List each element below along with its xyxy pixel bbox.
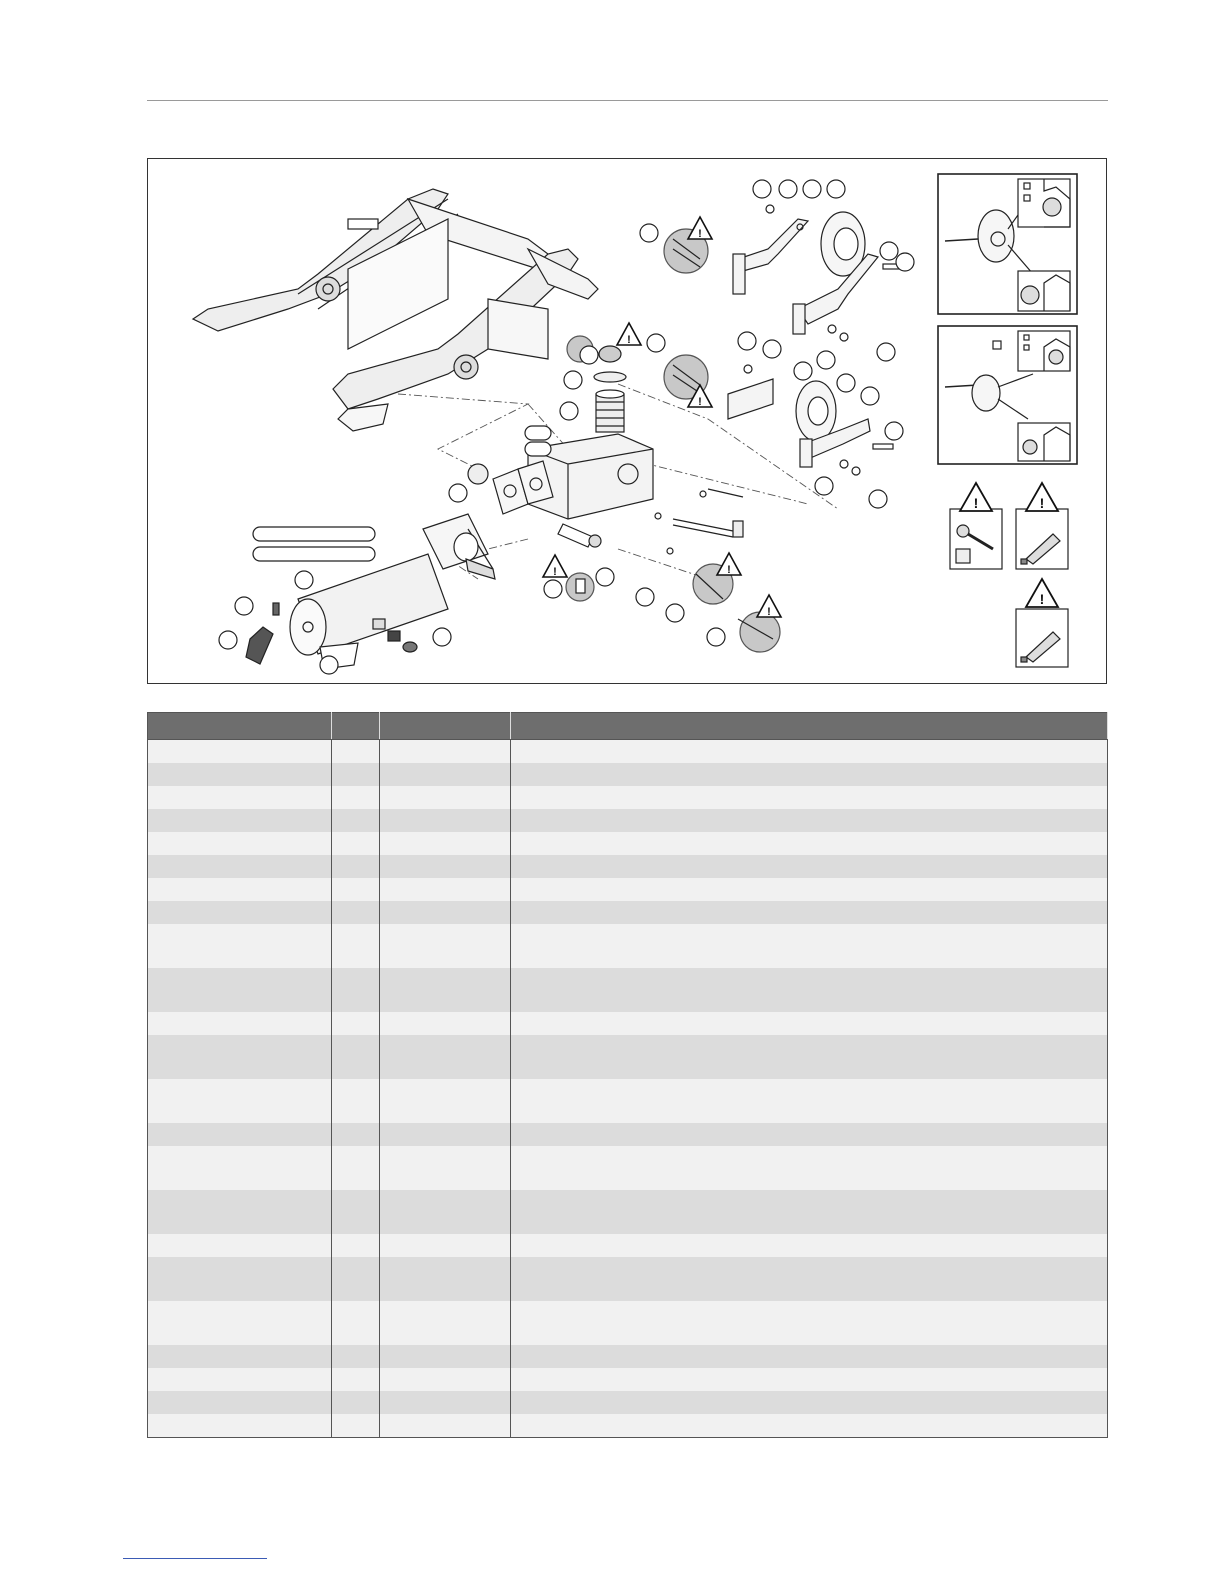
- table-cell: [511, 1123, 1108, 1146]
- table-cell: [511, 1301, 1108, 1345]
- table-cell: [332, 1414, 380, 1438]
- table-cell: [148, 1257, 332, 1301]
- table-cell: [332, 763, 380, 786]
- table-row: [148, 763, 1108, 786]
- exploded-parts-diagram: [147, 158, 1107, 684]
- table-cell: [332, 1146, 380, 1190]
- footer-link-underline: [123, 1558, 267, 1559]
- svg-text:!: !: [1039, 495, 1045, 511]
- table-cell: [511, 740, 1108, 764]
- caster-upper: [733, 205, 901, 334]
- table-row: [148, 1414, 1108, 1438]
- table-cell: [332, 832, 380, 855]
- table-cell: [380, 1345, 511, 1368]
- table-cell: [148, 1414, 332, 1438]
- parts-table: [147, 712, 1108, 1438]
- table-cell: [380, 901, 511, 924]
- table-row: [148, 855, 1108, 878]
- table-cell: [148, 855, 332, 878]
- table-row: [148, 1035, 1108, 1079]
- table-cell: [148, 1012, 332, 1035]
- table-cell: [380, 1190, 511, 1234]
- table-cell: [380, 1234, 511, 1257]
- table-cell: [380, 878, 511, 901]
- table-cell: [148, 1301, 332, 1345]
- table-cell: [511, 763, 1108, 786]
- table-cell: [380, 1391, 511, 1414]
- label-box-2: [253, 547, 375, 561]
- table-cell: [332, 1012, 380, 1035]
- table-cell: [511, 786, 1108, 809]
- table-cell: [148, 1391, 332, 1414]
- nut-part: [388, 631, 400, 641]
- table-cell: [380, 924, 511, 968]
- col-header-3: [380, 713, 511, 740]
- label-box-1: [253, 527, 375, 541]
- col-header-2: [332, 713, 380, 740]
- table-cell: [511, 1146, 1108, 1190]
- svg-text:!: !: [553, 566, 557, 578]
- col-header-4: [511, 713, 1108, 740]
- table-cell: [511, 1414, 1108, 1438]
- table-cell: [511, 1368, 1108, 1391]
- table-header: [148, 713, 1108, 740]
- table-body: [148, 740, 1108, 1438]
- table-row: [148, 901, 1108, 924]
- table-cell: [148, 1345, 332, 1368]
- table-cell: [380, 1257, 511, 1301]
- svg-text:!: !: [698, 228, 702, 240]
- table-cell: [332, 1035, 380, 1079]
- table-cell: [511, 832, 1108, 855]
- adhesive-tube-icon: [1016, 509, 1068, 569]
- table-cell: [511, 878, 1108, 901]
- spring-stack: [594, 346, 626, 432]
- table-row: [148, 1234, 1108, 1257]
- table-row: [148, 924, 1108, 968]
- table-cell: [332, 786, 380, 809]
- table-cell: [511, 924, 1108, 968]
- table-cell: [511, 809, 1108, 832]
- svg-text:!: !: [767, 606, 771, 618]
- table-row: [148, 968, 1108, 1012]
- table-row: [148, 1012, 1108, 1035]
- table-cell: [380, 786, 511, 809]
- table-cell: [148, 878, 332, 901]
- gear-housing: [468, 434, 653, 519]
- table-row: [148, 1301, 1108, 1345]
- table-cell: [332, 901, 380, 924]
- table-cell: [332, 740, 380, 764]
- table-cell: [380, 968, 511, 1012]
- table-cell: [148, 763, 332, 786]
- table-row: [148, 1123, 1108, 1146]
- table-cell: [511, 968, 1108, 1012]
- svg-text:!: !: [727, 564, 731, 576]
- table-cell: [380, 1414, 511, 1438]
- table-cell: [511, 1079, 1108, 1123]
- table-cell: [511, 1257, 1108, 1301]
- table-cell: [511, 1391, 1108, 1414]
- table-cell: [332, 1345, 380, 1368]
- table-cell: [332, 809, 380, 832]
- table-cell: [511, 1012, 1108, 1035]
- table-row: [148, 1190, 1108, 1234]
- table-row: [148, 832, 1108, 855]
- header-rule: [147, 100, 1108, 101]
- table-cell: [380, 740, 511, 764]
- table-cell: [511, 1190, 1108, 1234]
- table-cell: [380, 1146, 511, 1190]
- table-cell: [380, 1301, 511, 1345]
- label-box-3: [525, 426, 551, 440]
- table-cell: [332, 1301, 380, 1345]
- table-row: [148, 1257, 1108, 1301]
- table-row: [148, 1146, 1108, 1190]
- table-cell: [148, 1234, 332, 1257]
- table-row: [148, 740, 1108, 764]
- svg-text:!: !: [973, 495, 979, 511]
- table-row: [148, 1345, 1108, 1368]
- table-cell: [380, 1079, 511, 1123]
- table-cell: [148, 901, 332, 924]
- cap-part: [403, 642, 417, 652]
- table-cell: [148, 786, 332, 809]
- table-cell: [380, 1012, 511, 1035]
- table-cell: [148, 1190, 332, 1234]
- table-cell: [380, 1123, 511, 1146]
- clip-part: [246, 627, 273, 664]
- table-cell: [148, 1146, 332, 1190]
- table-cell: [511, 1345, 1108, 1368]
- table-cell: [148, 924, 332, 968]
- table-cell: [511, 855, 1108, 878]
- table-row: [148, 1368, 1108, 1391]
- table-cell: [332, 878, 380, 901]
- table-cell: [380, 1035, 511, 1079]
- table-cell: [148, 1123, 332, 1146]
- torque-wrench-icon: [950, 509, 1002, 569]
- chassis-frame: [193, 189, 598, 431]
- table-row: [148, 878, 1108, 901]
- table-cell: [332, 1368, 380, 1391]
- table-row: [148, 786, 1108, 809]
- table-cell: [380, 809, 511, 832]
- table-row: [148, 809, 1108, 832]
- svg-text:!: !: [698, 396, 702, 408]
- table-cell: [148, 1368, 332, 1391]
- table-cell: [332, 855, 380, 878]
- table-row: [148, 1391, 1108, 1414]
- svg-text:!: !: [1039, 591, 1045, 607]
- table-cell: [148, 809, 332, 832]
- table-cell: [380, 855, 511, 878]
- table-cell: [332, 968, 380, 1012]
- table-cell: [148, 740, 332, 764]
- label-box-4: [525, 442, 551, 456]
- table-cell: [332, 924, 380, 968]
- parts-table-wrapper: [147, 712, 1107, 1438]
- svg-text:!: !: [627, 334, 631, 346]
- table-cell: [380, 763, 511, 786]
- detail-inset-upper: [938, 174, 1077, 314]
- screw-part: [273, 603, 279, 615]
- table-cell: [332, 1190, 380, 1234]
- table-cell: [511, 1035, 1108, 1079]
- table-cell: [511, 1234, 1108, 1257]
- table-cell: [332, 1079, 380, 1123]
- adhesive-tube-icon: [1016, 609, 1068, 667]
- table-cell: [332, 1123, 380, 1146]
- table-cell: [332, 1257, 380, 1301]
- detail-inset-lower: [938, 326, 1077, 464]
- table-cell: [380, 1368, 511, 1391]
- col-header-1: [148, 713, 332, 740]
- table-row: [148, 1079, 1108, 1123]
- table-cell: [148, 832, 332, 855]
- table-cell: [332, 1234, 380, 1257]
- table-cell: [332, 1391, 380, 1414]
- table-cell: [148, 1035, 332, 1079]
- table-cell: [511, 901, 1108, 924]
- table-cell: [148, 968, 332, 1012]
- table-cell: [148, 1079, 332, 1123]
- table-cell: [380, 832, 511, 855]
